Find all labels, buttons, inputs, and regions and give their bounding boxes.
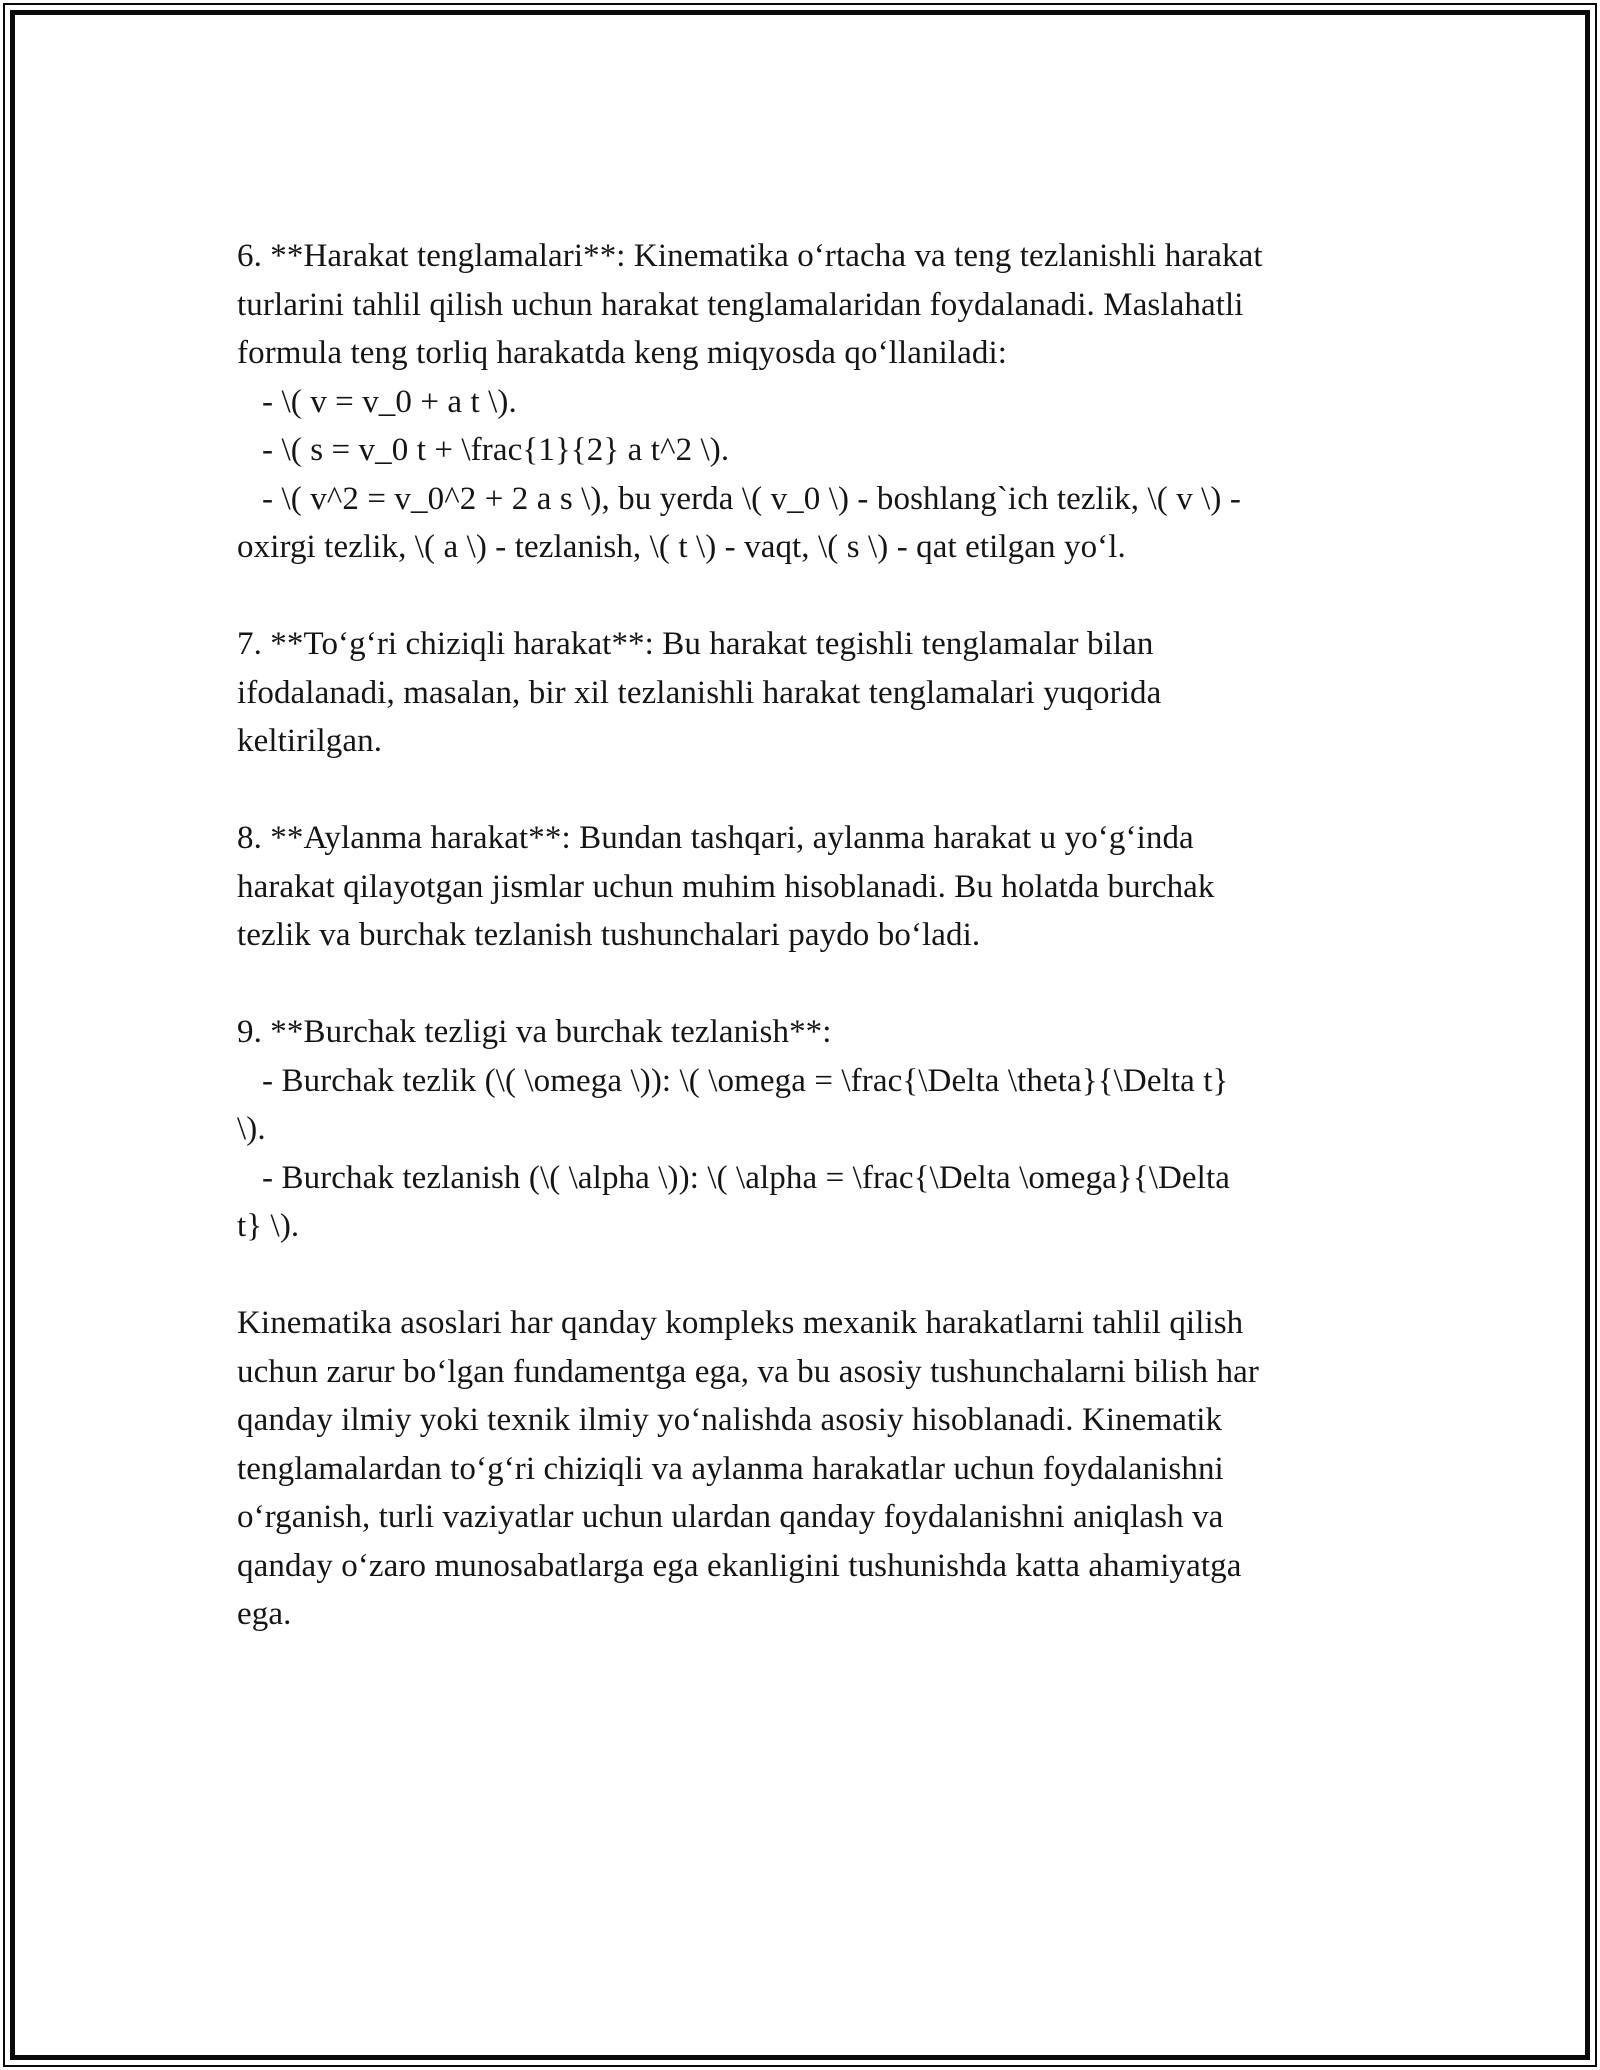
text-line: turlarini tahlil qilish uchun harakat tenglamalaridan foydalanadi. Maslahatli <box>237 286 1244 323</box>
text-line: \). <box>237 1111 266 1147</box>
text-line: tenglamalardan to‘g‘ri chiziqli va aylanma harakatlar uchun foydalanishni <box>237 1450 1224 1487</box>
text-line: qanday ilmiy yoki texnik ilmiy yo‘nalishda asosiy hisoblanadi. Kinematik <box>237 1402 1223 1438</box>
document-text <box>237 232 1417 1687</box>
list-item-9-burchak-tezligi <box>237 1008 1417 1251</box>
text-line: 6. **Harakat tenglamalari**: Kinematika o‘rtacha va teng tezlanishli harakat <box>237 238 1263 274</box>
text-line: 9. **Burchak tezligi va burchak tezlanish**: <box>237 1014 832 1050</box>
closing-paragraph <box>237 1299 1417 1639</box>
text-line: Kinematika asoslari har qanday kompleks mexanik harakatlarni tahlil qilish <box>237 1305 1244 1341</box>
list-item-8-aylanma-harakat <box>237 814 1417 960</box>
text-line: - \( v^2 = v_0^2 + 2 a s \), bu yerda \( v_0 \) - boshlang`ich tezlik, \( v \) - <box>237 480 1241 517</box>
text-line: keltirilgan. <box>237 723 383 759</box>
text-line: t} \). <box>237 1208 300 1244</box>
text-line: harakat qilayotgan jismlar uchun muhim hisoblanadi. Bu holatda burchak <box>237 868 1215 905</box>
text-line: ifodalanadi, masalan, bir xil tezlanishli harakat tenglamalari yuqorida <box>237 674 1162 711</box>
list-item-7-togri-chiziqli-harakat <box>237 620 1417 766</box>
text-line: uchun zarur bo‘lgan fundamentga ega, va bu asosiy tushunchalarni bilish har <box>237 1353 1259 1390</box>
text-line: formula teng torliq harakatda keng miqyosda qo‘llaniladi: <box>237 335 1007 371</box>
list-item-6-harakat-tenglamalari <box>237 232 1417 572</box>
text-line: - Burchak tezlanish (\( \alpha \)): \( \alpha = \frac{\Delta \omega}{\Delta <box>237 1159 1230 1196</box>
text-line: o‘rganish, turli vaziyatlar uchun ulardan qanday foydalanishni aniqlash va <box>237 1499 1224 1535</box>
text-line: - \( v = v_0 + a t \). <box>237 383 517 420</box>
text-line: qanday o‘zaro munosabatlarga ega ekanligini tushunishda katta ahamiyatga <box>237 1547 1242 1584</box>
text-line: - Burchak tezlik (\( \omega \)): \( \omega = \frac{\Delta \theta}{\Delta t} <box>237 1062 1229 1099</box>
text-line: tezlik va burchak tezlanish tushunchalari paydo bo‘ladi. <box>237 917 981 953</box>
text-line: 7. **To‘g‘ri chiziqli harakat**: Bu harakat tegishli tenglamalar bilan <box>237 626 1154 662</box>
text-line: - \( s = v_0 t + \frac{1}{2} a t^2 \). <box>237 432 730 468</box>
text-line: oxirgi tezlik, \( a \) - tezlanish, \( t \) - vaqt, \( s \) - qat etilgan yo‘l. <box>237 529 1126 565</box>
text-line: ega. <box>237 1596 292 1632</box>
text-line: 8. **Aylanma harakat**: Bundan tashqari, aylanma harakat u yo‘g‘inda <box>237 820 1194 856</box>
